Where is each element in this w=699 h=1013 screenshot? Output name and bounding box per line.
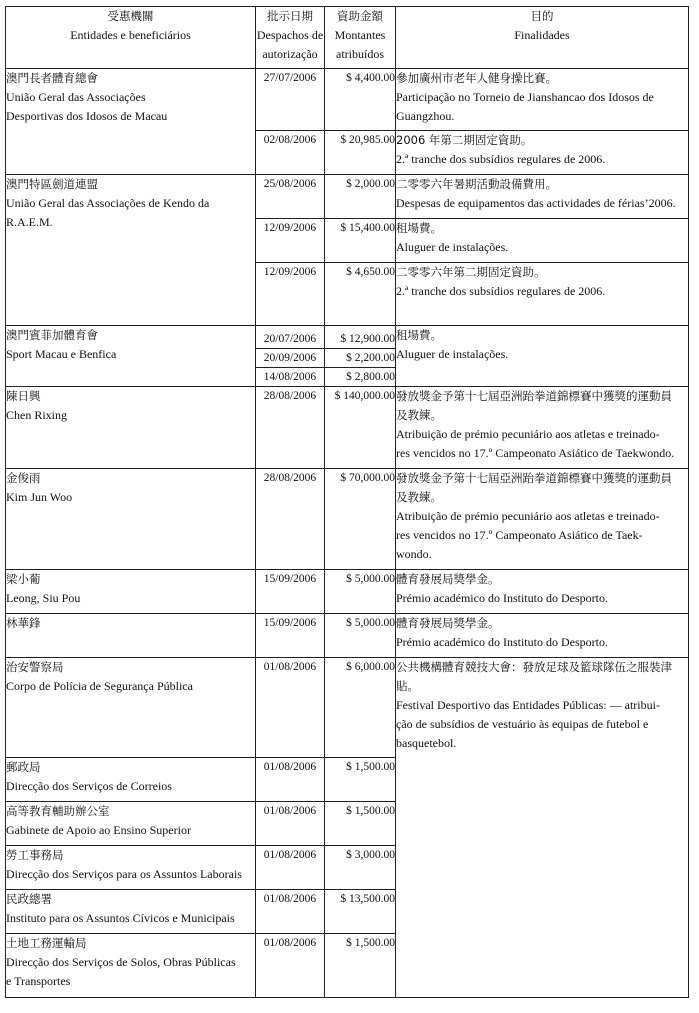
entity-cell [6,175,256,326]
amount-cell: $ 2,000.00 [325,175,396,219]
amount-cell: $ 5,000.00 [325,614,396,658]
entity-cn: 治安警察局 [6,660,64,674]
entity-pt: Chen Rixing [6,408,68,422]
entity-pt: R.A.E.M. [6,215,53,229]
header-amounts-pt1: Montantes [334,28,386,42]
amount-cell: $ 140,000.00 [325,387,396,469]
date-cell: 12/09/2006 [256,219,325,263]
entity-pt: Desportivas dos Idosos de Macau [6,109,168,123]
purpose-cn: 及教練。 [396,408,442,422]
purpose-cell [396,387,689,469]
entity-cn: 梁小葡 [6,572,41,586]
entity-cn: 澳門特區劍道連盟 [6,177,98,191]
header-entities-cn: 受惠機關 [107,9,154,23]
table-row [6,658,689,758]
entity-cell [6,802,256,846]
header-entities [6,7,256,69]
entity-cn: 金俊雨 [6,471,41,485]
entity-cell [6,890,256,934]
entity-pt: Direcção dos Serviços para os Assuntos Laborais [6,867,242,881]
table-row [6,326,689,349]
header-purposes [396,7,689,69]
purpose-cn: 二零零六年第二期固定資助。 [396,265,546,279]
purpose-pt: res vencidos no 17.º Campeonato Asiático de Taek- [396,528,643,542]
entity-pt: União Geral das Associações de Kendo da [6,196,210,210]
entity-cell [6,387,256,469]
date-cell: 01/08/2006 [256,890,325,934]
entity-cell [6,658,256,758]
entity-cell [6,570,256,614]
header-entities-pt: Entidades e beneficiários [70,28,191,42]
entity-cn: 勞工事務局 [6,848,64,862]
purpose-cell [396,175,689,219]
entity-cell [6,69,256,175]
purpose-pt: Atribuição de prémio pecuniário aos atletas e treinado- [396,427,660,441]
purpose-cn: 及教練。 [396,490,442,504]
purpose-cell [396,570,689,614]
purpose-cn: 公共機構體育競技大會：發放足球及籃球隊伍之服裝津 [396,660,672,674]
entity-pt: Kim Jun Woo [6,490,73,504]
header-purposes-pt: Finalidades [514,28,570,42]
purpose-pt: Participação no Torneio de Jianshancao dos Idosos de Guangzhou. [396,90,654,123]
entity-cn: 土地工務運輸局 [6,936,87,950]
date-cell: 25/08/2006 [256,175,325,219]
entity-cn: 澳門賓菲加體育會 [6,328,98,342]
amount-cell: $ 2,800.00 [325,368,396,387]
header-amounts-pt2: atribuídos [336,47,384,61]
entity-cell [6,469,256,570]
amount-cell: $ 12,900.00 [325,326,396,349]
purpose-pt: Aluguer de instalações. [396,347,509,361]
entity-pt: Leong, Siu Pou [6,591,81,605]
purpose-cn: 體育發展局獎學金。 [396,572,500,586]
purpose-cn: 參加廣州市老年人健身操比賽。 [396,71,557,85]
date-cell: 01/08/2006 [256,658,325,758]
table-row [6,175,689,219]
entity-cn: 高等教育輔助辦公室 [6,804,110,818]
entity-cn: 郵政局 [6,760,41,774]
purpose-cell [396,219,689,263]
entity-cn: 民政總署 [6,892,52,906]
purpose-cell [396,263,689,326]
header-dates-pt2: autorização [262,47,318,61]
purpose-cell [396,131,689,175]
purpose-pt: Prémio académico do Instituto do Desporto. [396,635,608,649]
amount-cell: $ 15,400.00 [325,219,396,263]
purpose-cn: 租場費。 [396,328,442,342]
date-cell: 02/08/2006 [256,131,325,175]
date-cell: 15/09/2006 [256,570,325,614]
amount-cell: $ 3,000.00 [325,846,396,890]
amount-cell: $ 1,500.00 [325,934,396,998]
entity-cell [6,934,256,998]
amount-cell: $ 4,400.00 [325,69,396,131]
entity-cn: 澳門長者體育總會 [6,71,98,85]
purpose-pt: Prémio académico do Instituto do Desporto. [396,591,608,605]
table-row [6,614,689,658]
purpose-pt: Aluguer de instalações. [396,240,509,254]
amount-cell: $ 5,000.00 [325,570,396,614]
amount-cell: $ 2,200.00 [325,349,396,368]
entity-pt: Sport Macau e Benfica [6,347,117,361]
purpose-cn: 2006 年第二期固定資助。 [396,133,533,147]
purpose-pt: basquetebol. [396,736,457,750]
date-cell: 12/09/2006 [256,263,325,326]
entity-cell [6,758,256,802]
entity-pt: Direcção dos Serviços de Solos, Obras Públicas [6,955,236,969]
header-amounts [325,7,396,69]
purpose-cn: 二零零六年暑期活動設備費用。 [396,177,557,191]
amount-cell: $ 70,000.00 [325,469,396,570]
entity-pt: e Transportes [6,974,71,988]
entity-pt: Direcção dos Serviços de Correios [6,779,172,793]
date-cell: 28/08/2006 [256,469,325,570]
amount-cell: $ 4,650.00 [325,263,396,326]
purpose-pt: 2.ª tranche dos subsídios regulares de 2006. [396,284,606,298]
entity-cn: 陳日興 [6,389,41,403]
purpose-cell [396,658,689,998]
header-dates-cn: 批示日期 [267,9,313,23]
amount-cell: $ 1,500.00 [325,758,396,802]
table-row [6,469,689,570]
header-dates [256,7,325,69]
purpose-pt: 2.ª tranche dos subsídios regulares de 2006. [396,152,606,166]
entity-pt: Gabinete de Apoio ao Ensino Superior [6,823,191,837]
date-cell: 20/09/2006 [256,349,325,368]
entity-cell [6,614,256,658]
entity-cn: 林華鋒 [6,616,41,630]
purpose-cn: 發放獎金予第十七屆亞洲跆拳道錦標賽中獲獎的運動員 [396,389,672,403]
amount-cell: $ 13,500.00 [325,890,396,934]
header-row [6,7,689,69]
date-cell: 01/08/2006 [256,758,325,802]
purpose-cell [396,326,689,387]
entity-cell [6,326,256,387]
purpose-cn: 發放獎金予第十七屆亞洲跆拳道錦標賽中獲獎的運動員 [396,471,672,485]
date-cell: 15/09/2006 [256,614,325,658]
purpose-pt: ção de subsídios de vestuário às equipas de futebol e [396,717,649,731]
header-dates-pt1: Despachos de [256,28,324,42]
purpose-cn: 體育發展局獎學金。 [396,616,500,630]
purpose-cn: 租場費。 [396,221,442,235]
date-cell: 27/07/2006 [256,69,325,131]
entity-pt: Corpo de Polícia de Segurança Pública [6,679,193,693]
table-row [6,570,689,614]
purpose-cn: 貼。 [396,679,419,693]
date-cell: 28/08/2006 [256,387,325,469]
date-cell: 20/07/2006 [256,326,325,349]
purpose-pt: wondo. [396,547,432,561]
date-cell: 01/08/2006 [256,846,325,890]
table-row [6,387,689,469]
purpose-pt: Atribuição de prémio pecuniário aos atletas e treinado- [396,509,660,523]
entity-pt: Instituto para os Assuntos Cívicos e Municipais [6,911,235,925]
purpose-pt: res vencidos no 17.º Campeonato Asiático de Taekwondo. [396,446,675,460]
entity-cell [6,846,256,890]
purpose-cell [396,69,689,131]
date-cell: 01/08/2006 [256,934,325,998]
date-cell: 01/08/2006 [256,802,325,846]
amount-cell: $ 20,985.00 [325,131,396,175]
header-purposes-cn: 目的 [530,9,554,23]
purpose-pt: Festival Desportivo das Entidades Públicas: — atribui- [396,698,660,712]
amount-cell: $ 6,000.00 [325,658,396,758]
purpose-cell [396,469,689,570]
amount-cell: $ 1,500.00 [325,802,396,846]
entity-pt: União Geral das Associações [6,90,146,104]
purpose-pt: Despesas de equipamentos das actividades de férias’2006. [396,196,676,210]
header-amounts-cn: 資助金額 [337,9,383,23]
date-cell: 14/08/2006 [256,368,325,387]
table-row [6,69,689,131]
purpose-cell [396,614,689,658]
subsidy-table [5,6,689,998]
